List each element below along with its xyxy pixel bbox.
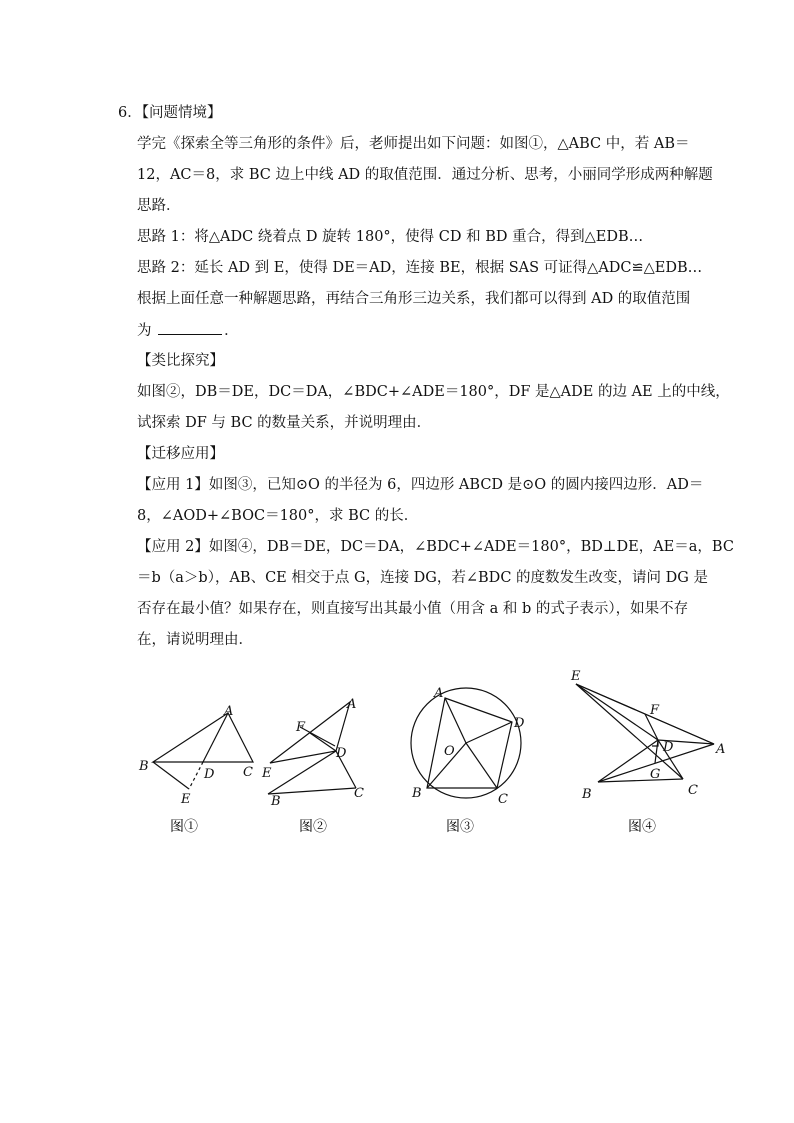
answer-blank: [158, 320, 222, 335]
fig2-label-b: B: [271, 794, 281, 809]
segment-bc: [598, 779, 683, 782]
fig1-caption: 图①: [170, 819, 198, 835]
text-line-1: 学完《探索全等三角形的条件》后，老师提出如下问题：如图①，△ABC 中，若 AB＝: [137, 136, 690, 152]
text-line-5: 思路 2：延长 AD 到 E，使得 DE＝AD，连接 BE，根据 SAS 可证得△ADC≌△EDB…: [137, 260, 703, 276]
question-heading: 6．【问题情境】: [118, 105, 222, 121]
median-ad: [203, 713, 228, 762]
fig3-label-c: C: [498, 792, 508, 807]
fig2-label-d: D: [336, 746, 347, 761]
quadrilateral-abcd: [427, 698, 512, 788]
segment-ce: [576, 684, 683, 779]
segment-bc: [268, 788, 356, 794]
median-df: [310, 733, 336, 751]
section-heading-application: 【迁移应用】: [137, 446, 224, 462]
fig4-label-f: F: [650, 703, 660, 718]
text-line-15: ＝b（a＞b），AB、CE 相交于点 G，连接 DG，若∠BDC 的度数发生改变，请问 DG 是: [137, 570, 708, 586]
fig1-label-d: D: [204, 767, 215, 782]
text-line-12: 【应用 1】如图③，已知⊙O 的半径为 6，四边形 ABCD 是⊙O 的圆内接四边形．AD＝: [137, 477, 704, 493]
fig3-label-o: O: [444, 744, 455, 759]
text-line-6: 根据上面任意一种解题思路，再结合三角形三边关系，我们都可以得到 AD 的取值范围: [137, 291, 691, 307]
fig4-label-c: C: [688, 783, 698, 798]
text-line-14: 【应用 2】如图④，DB＝DE，DC＝DA，∠BDC+∠ADE＝180°，BD⊥DE，AE＝a，BC: [137, 539, 734, 555]
text-line-10: 试探索 DF 与 BC 的数量关系，并说明理由．: [137, 415, 432, 431]
text-line-7-tail: ．: [224, 323, 239, 339]
figures-strip: [0, 660, 794, 850]
fig3-caption: 图③: [446, 819, 474, 835]
text-line-3: 思路．: [137, 198, 181, 214]
figure-1: [153, 713, 253, 789]
fig2-label-e: E: [262, 766, 272, 781]
text-line-9: 如图②，DB＝DE，DC＝DA，∠BDC+∠ADE＝180°，DF 是△ADE 的边 AE 上的中线，: [137, 384, 730, 400]
text-line-13: 8，∠AOD+∠BOC＝180°，求 BC 的长．: [137, 508, 419, 524]
fig4-label-b: B: [582, 787, 592, 802]
fig4-label-d: D: [663, 740, 674, 755]
fig2-caption: 图②: [299, 819, 327, 835]
fig4-label-e: E: [571, 669, 581, 684]
fig4-label-a: A: [716, 742, 726, 757]
radius-od: [466, 722, 512, 743]
figure-3: [411, 688, 521, 798]
fig1-label-e: E: [181, 792, 191, 807]
text-line-7: [137, 320, 239, 341]
text-line-4: 思路 1：将△ADC 绕着点 D 旋转 180°，使得 CD 和 BD 重合，得到△EDB…: [137, 229, 644, 245]
fig2-label-f: F: [296, 720, 306, 735]
text-line-17: 在，请说明理由．: [137, 632, 253, 648]
fig1-label-a: A: [224, 704, 234, 719]
text-line-2: 12，AC＝8，求 BC 边上中线 AD 的取值范围．通过分析、思考，小丽同学形成两种解题: [137, 167, 713, 183]
fig3-label-b: B: [412, 786, 422, 801]
fig2-label-a: A: [347, 697, 357, 712]
fig1-label-c: C: [243, 765, 253, 780]
fig4-label-g: G: [650, 767, 661, 782]
segment-ae: [576, 684, 714, 744]
text-line-7-head: 为: [137, 323, 152, 339]
section-heading-analogy: 【类比探究】: [137, 353, 224, 369]
text-line-16: 否存在最小值？如果存在，则直接写出其最小值（用含 a 和 b 的式子表示），如果不存: [137, 601, 689, 617]
extension-de: [189, 762, 203, 789]
segment-be: [153, 762, 189, 789]
fig3-label-d: D: [514, 716, 525, 731]
radius-oc: [466, 743, 497, 788]
fig1-label-b: B: [139, 759, 149, 774]
figure-4: [576, 684, 714, 782]
triangle-abc: [153, 713, 253, 762]
fig3-label-a: A: [434, 686, 444, 701]
fig4-caption: 图④: [628, 819, 656, 835]
fig2-label-c: C: [354, 786, 364, 801]
